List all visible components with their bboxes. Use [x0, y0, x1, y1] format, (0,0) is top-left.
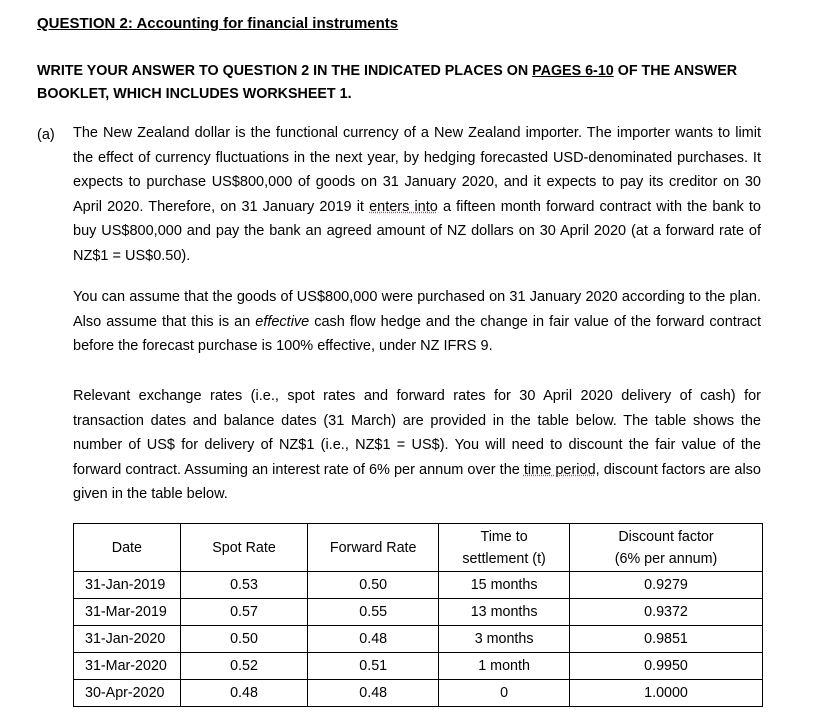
p3-text-start: Relevant exchange rates (i.e., spot rates and forward rates for 30 April 2020 delivery of cash) for transaction dates and balance dates (31 March) are provided in the table below. The table shows the number of US$ for delivery of NZ$1 (i.e., NZ$1 = US$). You will need to discount the fair value of the forward contract. Assuming an interest rate of 6% per annum over the — [73, 388, 761, 478]
p2-text-start: You can assume that the goods of US$800,000 were purchased on 31 January 2020 according to the plan. Also assume that this is an — [73, 289, 761, 330]
p2-italic-word: effective — [255, 313, 310, 330]
header-time-to-settlement — [439, 524, 570, 572]
table-row — [74, 599, 763, 626]
cell-discount-factor: 0.9279 — [570, 572, 763, 599]
instruction-text-end: OF THE ANSWER BOOKLET, WHICH INCLUDES WORKSHEET 1. — [37, 63, 738, 102]
cell-time: 0 — [439, 680, 570, 707]
cell-time: 1 month — [439, 653, 570, 680]
instruction-text-start: WRITE YOUR ANSWER TO QUESTION 2 IN THE INDICATED PLACES ON — [37, 63, 533, 79]
exchange-rates-paragraph — [73, 384, 761, 507]
part-a-label: (a) — [37, 127, 55, 143]
cell-date: 31-Mar-2019 — [74, 599, 181, 626]
cell-forward-rate: 0.48 — [308, 680, 439, 707]
cell-date: 31-Jan-2020 — [74, 626, 181, 653]
header-time-line2: settlement (t) — [462, 550, 546, 567]
scenario-paragraph — [73, 121, 761, 269]
cell-date: 31-Mar-2020 — [74, 653, 181, 680]
cell-discount-factor: 0.9851 — [570, 626, 763, 653]
answer-instruction — [37, 60, 777, 106]
table-row — [74, 626, 763, 653]
cell-discount-factor: 1.0000 — [570, 680, 763, 707]
table-row — [74, 572, 763, 599]
p1-text-end: a fifteen month forward contract with the bank to buy US$800,000 and pay the bank an agreed amount of NZ dollars on 30 April 2020 (at a forward rate of NZ$1 = US$0.50). — [73, 198, 761, 264]
header-forward-rate: Forward Rate — [308, 524, 439, 572]
cell-spot-rate: 0.52 — [180, 653, 307, 680]
cell-time: 15 months — [439, 572, 570, 599]
question-title: QUESTION 2: Accounting for financial instruments — [37, 15, 399, 32]
cell-discount-factor: 0.9372 — [570, 599, 763, 626]
header-time-line1: Time to — [480, 528, 528, 545]
assumption-paragraph — [73, 285, 761, 359]
cell-forward-rate: 0.55 — [308, 599, 439, 626]
header-spot-rate: Spot Rate — [180, 524, 307, 572]
p1-dotted-phrase: enters into — [369, 198, 438, 215]
table-row — [74, 653, 763, 680]
cell-forward-rate: 0.48 — [308, 626, 439, 653]
header-discount-line2: (6% per annum) — [614, 550, 718, 567]
cell-time: 13 months — [439, 599, 570, 626]
table-row — [74, 680, 763, 707]
cell-discount-factor: 0.9950 — [570, 653, 763, 680]
cell-forward-rate: 0.51 — [308, 653, 439, 680]
cell-spot-rate: 0.57 — [180, 599, 307, 626]
cell-date: 30-Apr-2020 — [74, 680, 181, 707]
p2-text-end: cash flow hedge and the change in fair value of the forward contract before the forecast purchase is 100% effective, under NZ IFRS 9. — [73, 313, 761, 355]
instruction-pages: PAGES 6-10 — [532, 63, 614, 79]
p1-text-start: The New Zealand dollar is the functional currency of a New Zealand importer. The importer wants to limit the effect of currency fluctuations in the next year, by hedging forecasted USD-denominated purchases. It expects to purchase US$800,000 of goods on 31 January 2020, and it expects to pay its creditor on 30 April 2020. Therefore, on 31 January 2019 it — [73, 125, 761, 215]
cell-spot-rate: 0.53 — [180, 572, 307, 599]
p3-text-end: , discount factors are also given in the table below. — [73, 461, 761, 503]
cell-spot-rate: 0.50 — [180, 626, 307, 653]
header-discount-line1: Discount factor — [618, 528, 714, 545]
table-header-row — [74, 524, 763, 572]
p3-dotted-phrase: time period — [523, 461, 596, 478]
header-discount-factor — [570, 524, 763, 572]
cell-date: 31-Jan-2019 — [74, 572, 181, 599]
header-date: Date — [74, 524, 181, 572]
cell-spot-rate: 0.48 — [180, 680, 307, 707]
cell-time: 3 months — [439, 626, 570, 653]
exchange-rates-table — [73, 523, 763, 707]
cell-forward-rate: 0.50 — [308, 572, 439, 599]
